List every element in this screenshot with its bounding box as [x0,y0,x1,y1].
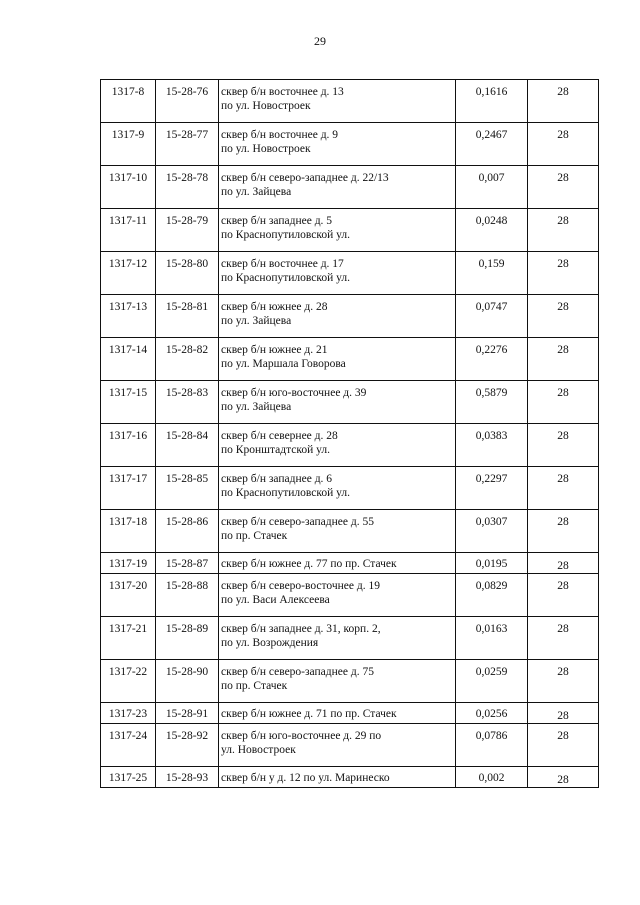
description-line: по ул. Зайцева [221,186,292,198]
object-code-cell: 15-28-82 [156,338,219,381]
table-row [101,338,599,381]
description-line: по ул. Новостроек [221,143,311,155]
area-cell: 0,007 [456,166,528,209]
description-line: по Кронштадтской ул. [221,444,330,456]
object-code-cell: 15-28-86 [156,510,219,553]
table-row [101,510,599,553]
description-line: ул. Новостроек [221,744,296,756]
table-row [101,209,599,252]
description-cell [219,424,456,467]
area-cell: 0,0256 [456,703,528,724]
description-cell [219,510,456,553]
description-line: сквер б/н южнее д. 21 [221,344,328,356]
area-cell: 0,0786 [456,724,528,767]
registry-table-body [101,80,599,788]
zone-cell: 28 [528,767,599,788]
registry-table [100,79,599,788]
table-row [101,123,599,166]
table-row [101,80,599,123]
object-code-cell: 15-28-83 [156,381,219,424]
area-cell: 0,0383 [456,424,528,467]
zone-cell: 28 [528,660,599,703]
area-cell: 0,0195 [456,553,528,574]
object-code-cell: 15-28-92 [156,724,219,767]
table-row [101,767,599,788]
area-cell: 0,5879 [456,381,528,424]
object-code-cell: 15-28-89 [156,617,219,660]
zone-cell: 28 [528,295,599,338]
row-number-cell: 1317-14 [101,338,156,381]
row-number-cell: 1317-12 [101,252,156,295]
row-number-cell: 1317-24 [101,724,156,767]
description-line: сквер б/н юго-восточнее д. 39 [221,387,367,399]
row-number-cell: 1317-16 [101,424,156,467]
area-cell: 0,0163 [456,617,528,660]
description-cell [219,553,456,574]
description-line: сквер б/н южнее д. 71 по пр. Стачек [221,708,397,720]
zone-cell: 28 [528,574,599,617]
table-row [101,660,599,703]
description-cell [219,338,456,381]
object-code-cell: 15-28-81 [156,295,219,338]
description-cell [219,660,456,703]
object-code-cell: 15-28-80 [156,252,219,295]
description-line: сквер б/н юго-восточнее д. 29 по [221,730,382,742]
row-number-cell: 1317-19 [101,553,156,574]
area-cell: 0,0307 [456,510,528,553]
table-row [101,467,599,510]
area-cell: 0,2467 [456,123,528,166]
table-row [101,617,599,660]
area-cell: 0,159 [456,252,528,295]
table-row [101,166,599,209]
zone-cell: 28 [528,467,599,510]
object-code-cell: 15-28-91 [156,703,219,724]
object-code-cell: 15-28-88 [156,574,219,617]
object-code-cell: 15-28-90 [156,660,219,703]
description-cell [219,123,456,166]
description-line: по ул. Маршала Говорова [221,358,346,370]
description-cell [219,166,456,209]
area-cell: 0,1616 [456,80,528,123]
description-line: сквер б/н северо-восточнее д. 19 [221,580,380,592]
zone-cell: 28 [528,166,599,209]
description-line: по пр. Стачек [221,530,288,542]
description-line: сквер б/н северо-западнее д. 55 [221,516,374,528]
zone-cell: 28 [528,553,599,574]
description-line: сквер б/н западнее д. 31, корп. 2, [221,623,381,635]
description-line: сквер б/н северо-западнее д. 75 [221,666,374,678]
description-line: сквер б/н восточнее д. 17 [221,258,344,270]
description-cell [219,252,456,295]
description-line: сквер б/н у д. 12 по ул. Маринеско [221,772,390,784]
description-line: по ул. Зайцева [221,401,292,413]
description-line: сквер б/н восточнее д. 13 [221,86,344,98]
row-number-cell: 1317-20 [101,574,156,617]
description-cell [219,295,456,338]
row-number-cell: 1317-11 [101,209,156,252]
row-number-cell: 1317-18 [101,510,156,553]
row-number-cell: 1317-9 [101,123,156,166]
table-row [101,724,599,767]
zone-cell: 28 [528,209,599,252]
description-cell [219,574,456,617]
description-cell [219,617,456,660]
description-cell [219,724,456,767]
table-row [101,381,599,424]
description-line: по Краснопутиловской ул. [221,487,350,499]
table-row [101,553,599,574]
area-cell: 0,2297 [456,467,528,510]
zone-cell: 28 [528,338,599,381]
zone-cell: 28 [528,703,599,724]
description-line: сквер б/н западнее д. 6 [221,473,333,485]
object-code-cell: 15-28-85 [156,467,219,510]
object-code-cell: 15-28-87 [156,553,219,574]
object-code-cell: 15-28-77 [156,123,219,166]
row-number-cell: 1317-23 [101,703,156,724]
table-row [101,252,599,295]
object-code-cell: 15-28-93 [156,767,219,788]
object-code-cell: 15-28-79 [156,209,219,252]
page-number: 29 [314,34,326,48]
description-cell [219,467,456,510]
row-number-cell: 1317-13 [101,295,156,338]
description-line: по ул. Возрождения [221,637,319,649]
zone-cell: 28 [528,424,599,467]
area-cell: 0,0747 [456,295,528,338]
description-line: сквер б/н южнее д. 28 [221,301,328,313]
object-code-cell: 15-28-76 [156,80,219,123]
area-cell: 0,002 [456,767,528,788]
area-cell: 0,0829 [456,574,528,617]
zone-cell: 28 [528,510,599,553]
area-cell: 0,0248 [456,209,528,252]
description-line: по ул. Новостроек [221,100,311,112]
row-number-cell: 1317-8 [101,80,156,123]
object-code-cell: 15-28-78 [156,166,219,209]
description-line: сквер б/н северо-западнее д. 22/13 [221,172,389,184]
table-row [101,703,599,724]
area-cell: 0,2276 [456,338,528,381]
row-number-cell: 1317-22 [101,660,156,703]
description-line: по Краснопутиловской ул. [221,229,350,241]
table-row [101,574,599,617]
description-line: сквер б/н восточнее д. 9 [221,129,339,141]
object-code-cell: 15-28-84 [156,424,219,467]
description-cell [219,80,456,123]
row-number-cell: 1317-15 [101,381,156,424]
description-line: сквер б/н западнее д. 5 [221,215,333,227]
table-row [101,295,599,338]
zone-cell: 28 [528,724,599,767]
description-cell [219,703,456,724]
description-line: по пр. Стачек [221,680,288,692]
zone-cell: 28 [528,123,599,166]
description-line: по Краснопутиловской ул. [221,272,350,284]
description-line: по ул. Васи Алексеева [221,594,330,606]
area-cell: 0,0259 [456,660,528,703]
description-line: сквер б/н южнее д. 77 по пр. Стачек [221,558,397,570]
row-number-cell: 1317-17 [101,467,156,510]
row-number-cell: 1317-25 [101,767,156,788]
description-line: сквер б/н севернее д. 28 [221,430,338,442]
zone-cell: 28 [528,252,599,295]
zone-cell: 28 [528,617,599,660]
description-cell [219,767,456,788]
zone-cell: 28 [528,80,599,123]
table-row [101,424,599,467]
description-line: по ул. Зайцева [221,315,292,327]
row-number-cell: 1317-10 [101,166,156,209]
description-cell [219,381,456,424]
description-cell [219,209,456,252]
row-number-cell: 1317-21 [101,617,156,660]
zone-cell: 28 [528,381,599,424]
